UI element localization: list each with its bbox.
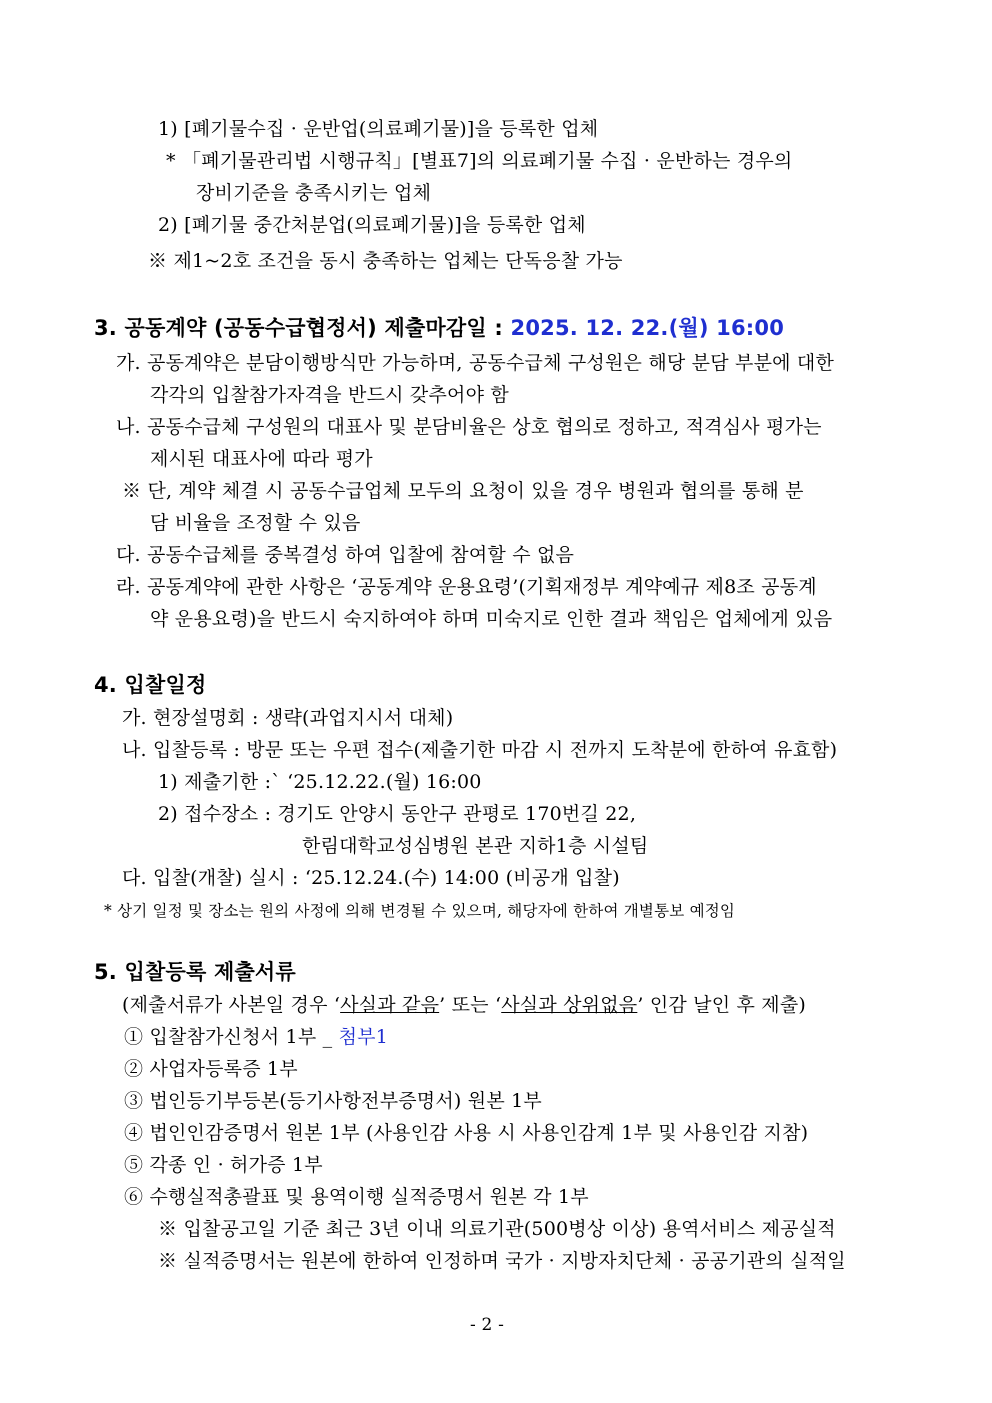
s3-ga2: 각각의 입찰참가자격을 반드시 갖추어야 함 (150, 384, 509, 406)
s3-ga1: 가. 공동계약은 분담이행방식만 가능하며, 공동수급체 구성원은 해당 분담 부분에 대한 (116, 352, 835, 374)
s5-intro-post: ’ 인감 날인 후 제출) (637, 994, 807, 1016)
s2-note1b: 장비기준을 충족시키는 업체 (196, 182, 432, 204)
s2-note2: ※ 제1~2호 조건을 동시 충족하는 업체는 단독응찰 가능 (148, 250, 623, 272)
s3-note2: 담 비율을 조정할 수 있음 (150, 512, 361, 534)
s3-da: 다. 공동수급체를 중복결성 하여 입찰에 참여할 수 없음 (116, 544, 575, 566)
s3-note1: ※ 단, 계약 체결 시 공동수급업체 모두의 요청이 있을 경우 병원과 협의를 통해 분 (122, 480, 804, 502)
s4-na: 나. 입찰등록 : 방문 또는 우편 접수(제출기한 마감 시 전까지 도착분에 한하여 유효함) (122, 739, 838, 761)
s4-da: 다. 입찰(개찰) 실시 : ‘25.12.24.(수) 14:00 (비공개 입찰) (122, 867, 620, 889)
s3-na1: 나. 공동수급체 구성원의 대표사 및 분담비율은 상호 협의로 정하고, 적격심사 평가는 (116, 416, 822, 438)
s5-i1-text: ① 입찰참가신청서 1부 _ (124, 1026, 339, 1048)
s4-note: * 상기 일정 및 장소는 원의 사정에 의해 변경될 수 있으며, 해당자에 한하여 개별통보 예정임 (104, 902, 736, 920)
s3-na2: 제시된 대표사에 따라 평가 (150, 448, 373, 470)
s5-i1-attachment: 첨부1 (338, 1026, 388, 1048)
section5-heading: 5. 입찰등록 제출서류 (94, 960, 296, 984)
s4-na2a: 2) 접수장소 : 경기도 안양시 동안구 관평로 170번길 22, (158, 803, 637, 825)
s5-intro (122, 992, 806, 1018)
s5-i5: ⑤ 각종 인 · 허가증 1부 (124, 1154, 323, 1176)
section3-heading (94, 314, 784, 342)
s2-item1: 1) [폐기물수집 · 운반업(의료폐기물)]을 등록한 업체 (158, 118, 599, 140)
s5-intro-mid: ’ 또는 ‘ (439, 994, 502, 1016)
s5-n1: ※ 입찰공고일 기준 최근 3년 이내 의료기관(500병상 이상) 용역서비스 제공실적 (158, 1218, 836, 1240)
s5-intro-pre: (제출서류가 사본일 경우 ‘ (122, 994, 341, 1016)
s5-intro-underline1: 사실과 같음 (340, 994, 440, 1016)
s5-i3: ③ 법인등기부등본(등기사항전부증명서) 원본 1부 (124, 1090, 542, 1112)
s5-intro-underline2: 사실과 상위없음 (501, 994, 638, 1016)
page-number: - 2 - (470, 1315, 505, 1335)
s4-ga: 가. 현장설명회 : 생략(과업지시서 대체) (122, 707, 454, 729)
s3-ra1: 라. 공동계약에 관한 사항은 ‘공동계약 운용요령’(기획재정부 계약예규 제8조 공동계 (116, 576, 817, 598)
section3-title: 3. 공동계약 (공동수급협정서) 제출마감일 : (94, 316, 511, 340)
s5-i6: ⑥ 수행실적총괄표 및 용역이행 실적증명서 원본 각 1부 (124, 1186, 589, 1208)
s2-note1a: * 「폐기물관리법 시행규칙」[별표7]의 의료폐기물 수집 · 운반하는 경우의 (166, 150, 793, 172)
section4-heading: 4. 입찰일정 (94, 673, 207, 697)
s5-i1 (124, 1024, 388, 1050)
s5-i4: ④ 법인인감증명서 원본 1부 (사용인감 사용 시 사용인감계 1부 및 사용인감 지참) (124, 1122, 809, 1144)
section3-deadline: 2025. 12. 22.(월) 16:00 (510, 316, 785, 340)
s4-na1: 1) 제출기한 :` ‘25.12.22.(월) 16:00 (158, 771, 482, 793)
s3-ra2: 약 운용요령)을 반드시 숙지하여야 하며 미숙지로 인한 결과 책임은 업체에게 있음 (150, 608, 833, 630)
s5-i2: ② 사업자등록증 1부 (124, 1058, 298, 1080)
s2-item2: 2) [폐기물 중간처분업(의료폐기물)]을 등록한 업체 (158, 214, 586, 236)
s4-na2b: 한림대학교성심병원 본관 지하1층 시설팀 (302, 835, 649, 857)
s5-n2: ※ 실적증명서는 원본에 한하여 인정하며 국가 · 지방자치단체 · 공공기관의 실적일 (158, 1250, 846, 1272)
